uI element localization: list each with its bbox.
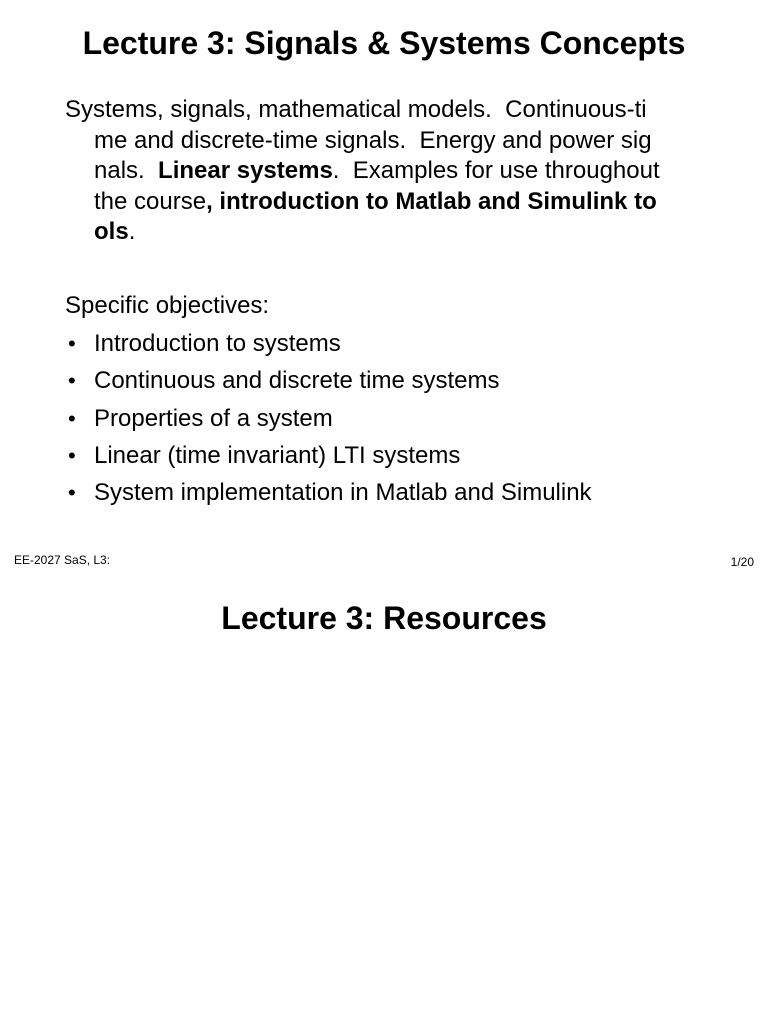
intro-emphasis: ols: [94, 218, 129, 245]
objective-text: Properties of a system: [94, 404, 333, 432]
intro-line: [65, 187, 745, 218]
bullet-icon: •: [68, 368, 76, 394]
intro-line: [65, 156, 745, 187]
bullet-icon: •: [68, 405, 76, 431]
slide-title: Lecture 3: Resources: [221, 600, 547, 636]
list-item: [65, 402, 592, 439]
intro-line: [65, 217, 745, 248]
intro-line: Systems, signals, mathematical models. Continuous-ti: [65, 96, 647, 123]
intro-line: me and discrete-time signals. Energy and power sig: [94, 126, 652, 154]
intro-text: . Examples for use throughout: [332, 157, 660, 184]
slide-title: Lecture 3: Signals & Systems Concepts: [82, 25, 686, 61]
objective-text: Linear (time invariant) LTI systems: [94, 441, 461, 469]
intro-text: .: [128, 218, 136, 245]
objectives-list: [65, 327, 592, 513]
intro-paragraph: [65, 95, 745, 248]
page-number: 1/20: [730, 555, 754, 569]
bullet-icon: •: [68, 480, 76, 505]
objective-text: Continuous and discrete time systems: [94, 367, 500, 395]
list-item: [65, 327, 592, 364]
objective-text: System implementation in Matlab and Simulink: [94, 479, 592, 506]
list-item: [65, 439, 592, 476]
bullet-icon: •: [68, 331, 76, 356]
bullet-icon: •: [68, 442, 76, 468]
footer-course-label: EE-2027 SaS, L3:: [14, 553, 111, 567]
intro-text: nals.: [94, 157, 159, 184]
intro-emphasis: Linear systems: [158, 157, 333, 184]
list-item: [65, 364, 592, 401]
objective-text: Introduction to systems: [94, 330, 341, 357]
intro-text: the course: [94, 187, 207, 215]
intro-emphasis: , introduction to Matlab and Simulink to: [206, 187, 657, 215]
list-item: [65, 476, 592, 513]
objectives-heading: Specific objectives:: [65, 292, 270, 319]
